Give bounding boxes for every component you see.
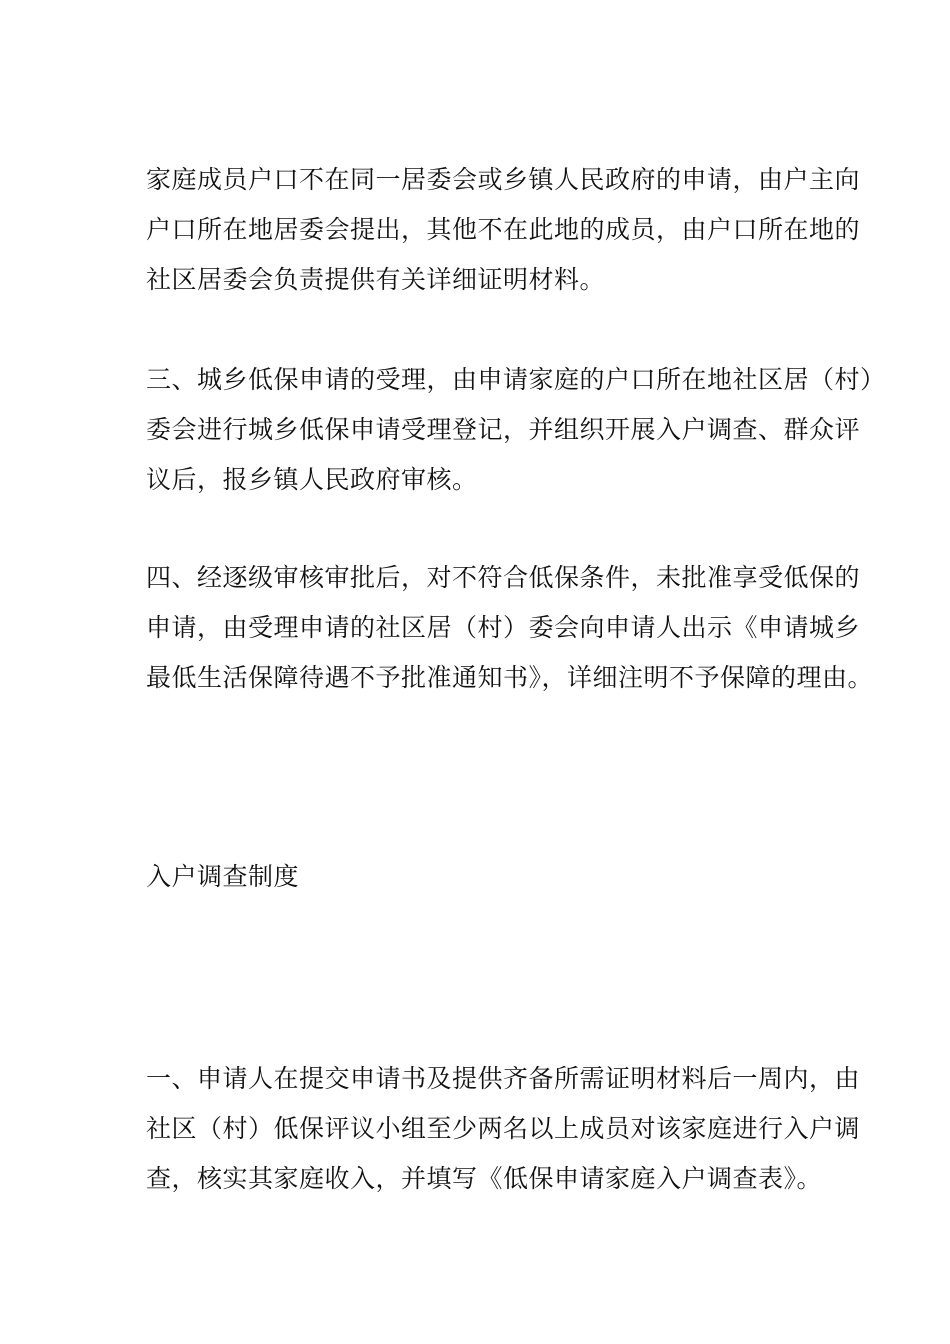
paragraph-line: 委会进行城乡低保申请受理登记，并组织开展入户调查、群众评 [146, 415, 861, 444]
paragraph-line: 三、城乡低保申请的受理，由申请家庭的户口所在地社区居（村） [146, 365, 886, 394]
paragraph-line: 社区居委会负责提供有关详细证明材料。 [146, 265, 606, 294]
paragraph-line: 四、经逐级审核审批后，对不符合低保条件，未批准享受低保的 [146, 563, 861, 592]
paragraph-household-application [146, 155, 861, 305]
paragraph-investigation-one [146, 1054, 861, 1204]
paragraph-line: 社区（村）低保评议小组至少两名以上成员对该家庭进行入户调 [146, 1114, 861, 1143]
paragraph-line: 最低生活保障待遇不予批准通知书》，详细注明不予保障的理由。 [146, 663, 874, 692]
paragraph-line: 户口所在地居委会提出，其他不在此地的成员，由户口所在地的 [146, 215, 861, 244]
paragraph-line: 查，核实其家庭收入，并填写《低保申请家庭入户调查表》。 [146, 1164, 823, 1193]
paragraph-section-four [146, 553, 874, 703]
paragraph-line: 议后，报乡镇人民政府审核。 [146, 465, 478, 494]
paragraph-line: 一、申请人在提交申请书及提供齐备所需证明材料后一周内，由 [146, 1064, 861, 1093]
paragraph-line: 家庭成员户口不在同一居委会或乡镇人民政府的申请，由户主向 [146, 165, 861, 194]
section-heading [146, 852, 816, 902]
heading-text: 入户调查制度 [146, 862, 300, 891]
paragraph-line: 申请，由受理申请的社区居（村）委会向申请人出示《申请城乡 [146, 613, 861, 642]
paragraph-section-three [146, 355, 886, 505]
